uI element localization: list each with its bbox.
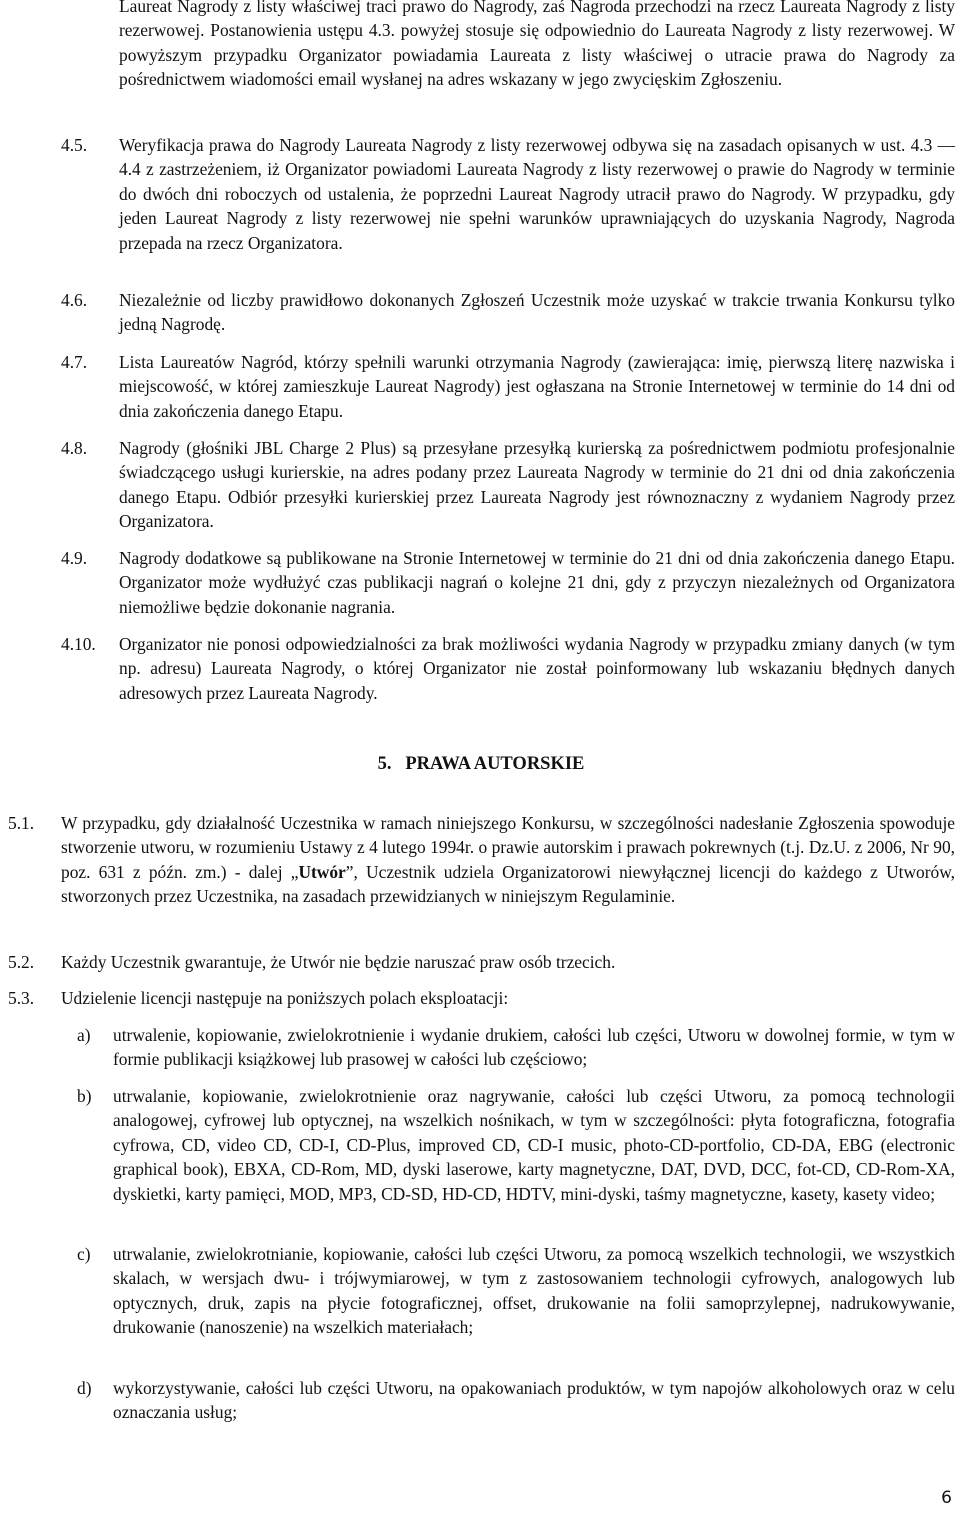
list-text: wykorzystywanie, całości lub części Utworu, na opakowaniach produktów, w tym napojów alkoholowych oraz w celu oznaczania usług; (113, 1378, 955, 1423)
defined-term: Utwór (298, 861, 346, 882)
paragraph-number: 4.7. (61, 352, 88, 372)
paragraph-text: Weryfikacja prawa do Nagrody Laureata Nagrody z listy rezerwowej odbywa się na zasadach opisanych w ust. 4.3 — 4.4 z zastrzeżeniem, iż Organizator powiadomi Laureata Nagrody z listy rezerwowej o prawie do Nagrody w terminie do dwóch dni roboczych od ustalenia, że poprzedni Laureat Nagrody utracił prawo do Nagrody. W przypadku, gdy jeden Laureat Nagrody z listy rezerwowej nie spełni warunków uprawniających do uzyskania Nagrody, Nagroda przepada na rzecz Organizatora. (119, 135, 955, 253)
list-text: utrwalanie, kopiowanie, zwielokrotnienie oraz nagrywanie, całości lub części Utworu, za pomocą technologii analogowej, cyfrowej lub optycznej, na wszelkich nośnikach, w tym w szczególności: płyta fotograficzna, fotografia cyfrowa, CD, video CD, CD-I, CD-Plus, improved CD, CD-I music, photo-CD-portfolio, CD-DA, EBG (electronic graphical book), EBXA, CD-Rom, MD, dyski laserowe, karty magnetyczne, DAT, DVD, DCC, fot-CD, CD-Rom-XA, dyskietki, karty pamięci, MOD, MP3, CD-SD, HD-CD, HDTV, mini-dyski, taśmy magnetyczne, kasety, kasety video; (113, 1086, 955, 1204)
page-number: 6 (941, 1488, 952, 1508)
list-text: utrwalenie, kopiowanie, zwielokrotnienie i wydanie drukiem, całości lub części, Utworu w dowolnej formie, w tym w formie publikacji książkowej lub prasowej w całości lub częściowo; (113, 1025, 955, 1070)
paragraph-text: W przypadku, gdy działalność Uczestnika w ramach niniejszego Konkursu, w szczególności nadesłanie Zgłoszenia spowoduje stworzenie utworu, w rozumieniu Ustawy z 4 lutego 1994r. o prawie autorskim i prawach pokrewnych (t.j. Dz.U. z 2006, Nr 90, poz. 631 z późn. zm.) - dalej „Utwór”, Uczestnik udziela Organizatorowi niewyłącznej licencji do każdego z Utworów, stworzonych przez Uczestnika, na zasadach przewidzianych w niniejszym Regulaminie. (61, 813, 955, 907)
paragraph-number: 4.8. (61, 438, 88, 458)
paragraph-text: Każdy Uczestnik gwarantuje, że Utwór nie będzie naruszać praw osób trzecich. (61, 952, 616, 972)
list-label: d) (77, 1378, 92, 1398)
section-heading: 5. PRAWA AUTORSKIE (377, 754, 585, 774)
list-text: utrwalanie, zwielokrotnianie, kopiowanie, całości lub części Utworu, za pomocą wszelkich technologii, we wszystkich skalach, w wersjach dwu- i trójwymiarowej, w tym z zastosowaniem technologii cyfrowych, analogowych lub optycznych, druk, zapis na płycie fotograficznej, offset, drukowanie na folii samoprzylepnej, nadrukowywanie, drukowanie (nanoszenie) na wszelkich materiałach; (113, 1244, 955, 1338)
paragraph-text: Niezależnie od liczby prawidłowo dokonanych Zgłoszeń Uczestnik może uzyskać w trakcie trwania Konkursu tylko jedną Nagrodę. (119, 290, 955, 335)
paragraph-text: Nagrody dodatkowe są publikowane na Stronie Internetowej w terminie do 21 dni od dnia zakończenia danego Etapu. Organizator może wydłużyć czas publikacji nagrań o kolejne 21 dni, gdy z przyczyn niezależnych od Organizatora niemożliwe będzie dokonanie nagrania. (119, 548, 955, 617)
list-label: b) (77, 1086, 92, 1106)
paragraph-number: 5.3. (8, 988, 35, 1008)
paragraph-number: 4.6. (61, 290, 88, 310)
paragraph-number: 5.1. (8, 813, 35, 833)
paragraph-number: 4.5. (61, 135, 88, 155)
list-label: a) (77, 1025, 91, 1045)
paragraph-text: Lista Laureatów Nagród, którzy spełnili warunki otrzymania Nagrody (zawierająca: imię, pierwszą literę nazwiska i miejscowość, w której zamieszkuje Laureat Nagrody) jest ogłaszana na Stronie Internetowej w terminie do 14 dni od dnia zakończenia danego Etapu. (119, 352, 955, 421)
paragraph-number: 4.10. (61, 634, 96, 654)
paragraph-text: Organizator nie ponosi odpowiedzialności za brak możliwości wydania Nagrody w przypadku zmiany danych (w tym np. adresu) Laureata Nagrody, o której Organizator nie został poinformowany lub wskazaniu błędnych danych adresowych przez Laureata Nagrody. (119, 634, 955, 703)
paragraph-number: 4.9. (61, 548, 88, 568)
list-label: c) (77, 1244, 91, 1264)
paragraph-number: 5.2. (8, 952, 35, 972)
paragraph-text: Nagrody (głośniki JBL Charge 2 Plus) są przesyłane przesyłką kurierską za pośrednictwem podmiotu profesjonalnie świadczącego usługi kurierskie, na adres podany przez Laureata Nagrody w terminie do 21 dni od dnia zakończenia danego Etapu. Odbiór przesyłki kurierskiej przez Laureata Nagrody jest równoznaczny z wydaniem Nagrody przez Organizatora. (119, 438, 955, 532)
paragraph-text: Udzielenie licencji następuje na poniższych polach eksploatacji: (61, 988, 509, 1008)
continuation-paragraph: Laureat Nagrody z listy właściwej traci prawo do Nagrody, zaś Nagroda przechodzi na rzecz Laureata Nagrody z listy rezerwowej. Postanowienia ustępu 4.3. powyżej stosuje się odpowiednio do Laureata Nagrody z listy rezerwowej. W powyższym przypadku Organizator powiadamia Laureata z listy właściwej o utracie prawa do Nagrody za pośrednictwem wiadomości email wysłanej na adres wskazany w jego zwycięskim Zgłoszeniu. (119, 0, 955, 90)
